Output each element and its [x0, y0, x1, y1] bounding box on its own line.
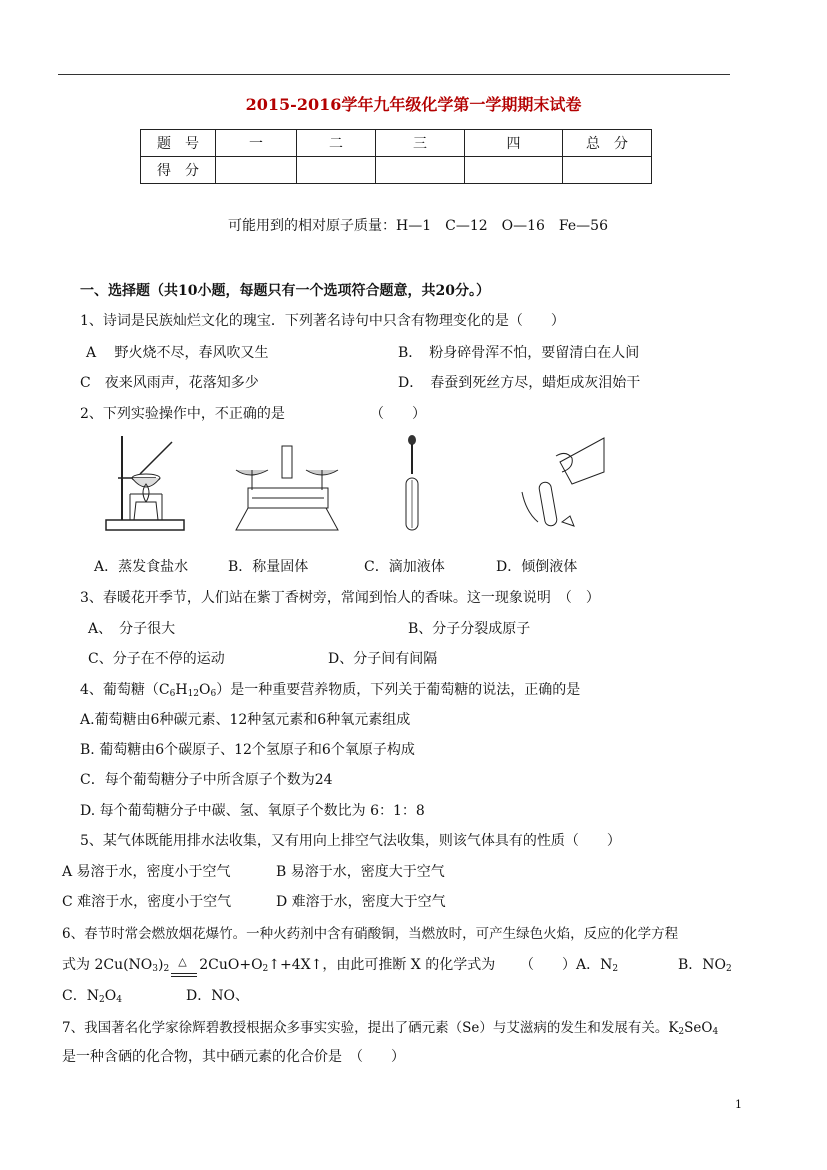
q6-option-c-label: C．N — [62, 988, 99, 1004]
q6-option-b[interactable] — [678, 954, 732, 974]
atomic-mass-note: 可能用到的相对原子质量：H—1 C—12 O—16 Fe—56 — [228, 218, 608, 234]
header-rule — [58, 74, 730, 75]
q6-option-c[interactable] — [62, 985, 122, 1005]
q4-sub: 12 — [187, 689, 200, 699]
q6-option-c-mid: O — [104, 988, 117, 1004]
q1-option-c[interactable]: C 夜来风雨声，花落知多少 — [80, 375, 259, 391]
q4-option-c[interactable]: C．每个葡萄糖分子中所含原子个数为24 — [80, 772, 333, 788]
q5-option-c[interactable]: C 难溶于水，密度小于空气 — [62, 894, 232, 910]
q4-option-b[interactable]: B. 葡萄糖由6个碳原子、12个氢原子和6个氧原子构成 — [80, 742, 415, 758]
q6-sub: 2 — [612, 964, 619, 974]
q6-products-post: ↑+4X↑，由此可推断 X 的化学式为 — [268, 957, 496, 973]
q1-option-a[interactable]: A 野火烧不尽，春风吹又生 — [86, 345, 269, 361]
q1-option-b[interactable]: B． 粉身碎骨浑不怕，要留清白在人间 — [398, 345, 640, 361]
q2-option-c[interactable]: C．滴加液体 — [364, 559, 445, 575]
page-title: 2015-2016学年九年级化学第一学期期末试卷 — [245, 95, 582, 114]
q6-sub: 2 — [262, 964, 269, 974]
q6-sub: 2 — [163, 964, 170, 974]
question-5-stem: 5、某气体既能用排水法收集，又有用向上排空气法收集，则该气体具有的性质（ ） — [80, 833, 621, 849]
q4-sub: 6 — [210, 689, 217, 699]
q6-sub: 3 — [152, 964, 159, 974]
q5-option-b[interactable]: B 易溶于水，密度大于空气 — [276, 864, 445, 880]
section-heading: 一、选择题（共10小题，每题只有一个选项符合题意，共20分。） — [80, 283, 490, 299]
question-2-stem: 2、下列实验操作中，不正确的是 — [80, 406, 285, 422]
evaporation-apparatus-image — [100, 428, 190, 536]
q6-sub: 2 — [726, 964, 732, 974]
q6-option-b-label: B．NO — [678, 957, 727, 973]
question-6-equation — [62, 954, 495, 974]
table-cell[interactable] — [216, 157, 297, 184]
table-row — [141, 157, 652, 184]
q4-option-d[interactable]: D. 每个葡萄糖分子中碳、氢、氧原子个数比为 6：1：8 — [80, 803, 425, 819]
question-1-stem: 1、诗词是民族灿烂文化的瑰宝．下列著名诗句中只含有物理变化的是（ ） — [80, 313, 565, 329]
q3-option-c[interactable]: C、分子在不停的运动 — [88, 651, 225, 667]
q2-option-b[interactable]: B．称量固体 — [228, 559, 309, 575]
q4-mid: H — [175, 682, 188, 698]
question-3-stem: 3、春暖花开季节，人们站在紫丁香树旁，常闻到怡人的香味。这一现象说明 （ ） — [80, 590, 600, 606]
q4-mid: O — [199, 682, 211, 698]
table-row — [141, 130, 652, 157]
q6-eq-pre: 式为 2Cu(NO — [62, 957, 153, 973]
q2-option-d[interactable]: D．倾倒液体 — [496, 559, 578, 575]
question-4-stem — [80, 679, 580, 699]
q7-stem-text: 7、我国著名化学家徐辉碧教授根据众多事实实验，提出了硒元素（Se）与艾滋病的发生和发展有关。K — [62, 1020, 679, 1036]
q3-option-a[interactable]: A、 分子很大 — [88, 621, 176, 637]
table-cell[interactable] — [465, 157, 563, 184]
q2-option-a[interactable]: A．蒸发食盐水 — [94, 559, 189, 575]
table-cell: 四 — [465, 130, 563, 157]
table-cell[interactable] — [297, 157, 376, 184]
table-cell[interactable] — [376, 157, 465, 184]
question-6-stem: 6、春节时常会燃放烟花爆竹。一种火药剂中含有硝酸铜，当燃放时，可产生绿色火焰，反应的化学方程 — [62, 926, 679, 942]
q6-eq-post: ) — [158, 957, 164, 973]
q4-stem-pre: 4、葡萄糖（C — [80, 682, 170, 698]
q7-sub: 4 — [712, 1027, 719, 1037]
q6-option-a-label: （ ）A．N — [520, 957, 613, 973]
table-cell: 题 号 — [141, 130, 216, 157]
table-cell: 三 — [376, 130, 465, 157]
q7-mid: SeO — [684, 1020, 713, 1036]
heat-symbol: △ — [178, 955, 187, 968]
q6-option-d[interactable]: D．NO、 — [186, 988, 249, 1004]
table-cell: 得 分 — [141, 157, 216, 184]
question-7-line2: 是一种含硒的化合物，其中硒元素的化合价是 （ ） — [62, 1049, 405, 1065]
table-cell: 一 — [216, 130, 297, 157]
table-cell[interactable] — [563, 157, 652, 184]
pouring-liquid-image — [512, 432, 610, 536]
page-number: 1 — [735, 1098, 742, 1111]
q6-sub: 2 — [98, 995, 105, 1005]
balance-image — [228, 440, 346, 536]
q3-option-d[interactable]: D、分子间有间隔 — [328, 651, 438, 667]
dropper-image — [394, 434, 430, 540]
q5-option-d[interactable]: D 难溶于水，密度大于空气 — [276, 894, 446, 910]
q6-products: 2CuO+O — [199, 957, 263, 973]
q4-sub: 6 — [169, 689, 176, 699]
q4-option-a[interactable]: A.葡萄糖由6种碳元素、12种氢元素和6种氧元素组成 — [80, 712, 411, 728]
table-cell: 二 — [297, 130, 376, 157]
q1-option-d[interactable]: D． 春蚕到死丝方尽，蜡炬成灰泪始干 — [398, 375, 641, 391]
table-cell: 总 分 — [563, 130, 652, 157]
q4-stem-post: ）是一种重要营养物质，下列关于葡萄糖的说法，正确的是 — [216, 682, 581, 698]
q7-sub: 2 — [678, 1027, 685, 1037]
q3-option-b[interactable]: B、分子分裂成原子 — [408, 621, 531, 637]
q6-sub: 4 — [116, 995, 122, 1005]
q5-option-a[interactable]: A 易溶于水，密度小于空气 — [62, 864, 231, 880]
score-table — [140, 129, 652, 184]
question-2-paren: （ ） — [370, 406, 426, 422]
q6-option-a[interactable] — [520, 954, 618, 974]
question-7-stem — [62, 1016, 718, 1037]
